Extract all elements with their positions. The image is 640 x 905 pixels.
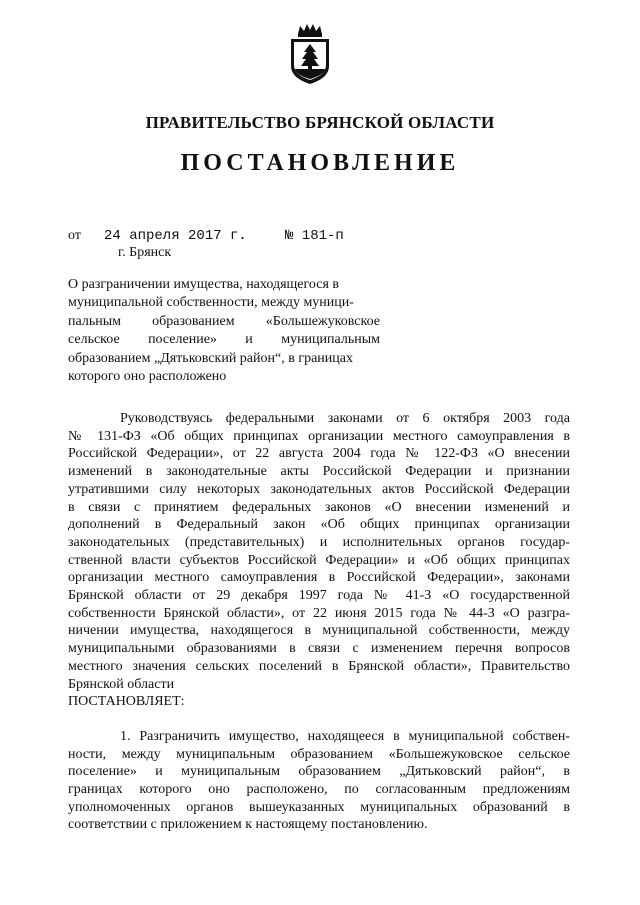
- preamble-line: ственной власти субъектов Российской Федерации» и «Об общих принципах: [68, 552, 570, 568]
- preamble-line: Брянской области: [68, 676, 175, 692]
- item-1-line: поселение» и муниципальным образованием „Дятьковский район“, в: [68, 764, 570, 780]
- document-subject: [68, 276, 380, 386]
- item-1-line: соответствии с приложением к настоящему постановлению.: [68, 817, 428, 833]
- document-date: 24 апреля 2017 г.: [104, 228, 247, 244]
- preamble-line: Руководствуясь федеральными законами от 6 октября 2003 года: [120, 411, 570, 426]
- preamble-line: муниципальными образованиями в связи с изменением перечня вопросов: [68, 641, 570, 657]
- subject-line: образованием „Дятьковский район“, в границах: [68, 350, 353, 366]
- preamble-line: изменений в законодательные акты Российской Федерации и признании: [68, 464, 570, 480]
- subject-line: сельское поселение» и муниципальным: [68, 332, 380, 348]
- preamble-line: собственности Брянской области», от 22 июня 2015 года № 44-З «О разгра-: [68, 605, 570, 621]
- preamble-line: местного значения сельских поселений в Брянской области», Правительство: [68, 658, 570, 674]
- paragraph-gap: [68, 711, 570, 728]
- document-type-heading: ПОСТАНОВЛЕНИЕ: [180, 150, 460, 176]
- preamble-line: организации местного самоуправления в Российской Федерации», законами: [68, 570, 570, 586]
- document-number: № 181-п: [285, 228, 344, 244]
- item-1-line: границах которого оно расположено, по согласованным предложениям: [68, 782, 570, 798]
- preamble-line: ничении имущества, находящегося в муниципальной собственности, между: [68, 623, 570, 639]
- date-prefix: от: [68, 228, 81, 243]
- organization-title: ПРАВИТЕЛЬСТВО БРЯНСКОЙ ОБЛАСТИ: [145, 113, 495, 132]
- document-body: [68, 410, 570, 834]
- subject-line: которого оно расположено: [68, 369, 227, 385]
- preamble-line: Брянской области от 29 декабря 1997 года № 41-З «О государственной: [68, 588, 570, 604]
- item-1-line: ности, между муниципальным образованием «Большежуковское сельское: [68, 746, 570, 762]
- resolves-heading: ПОСТАНОВЛЯЕТ:: [68, 694, 185, 710]
- preamble-line: Российской Федерации», от 22 августа 2004 года № 122-ФЗ «О внесении: [68, 446, 570, 462]
- item-1-line: уполномоченных органов вышеуказанных муниципальных образований в: [68, 799, 570, 815]
- preamble-line: утратившими силу некоторых законодательных актов Российской Федерации: [68, 481, 570, 497]
- subject-line: О разграничении имущества, находящегося в: [68, 277, 340, 292]
- preamble-line: в связи с принятием федеральных законов «О внесении изменений и: [68, 499, 570, 515]
- subject-line: муниципальной собственности, между муници-: [68, 295, 354, 311]
- preamble-line: законодательных (представительных) и исполнительных органов государ-: [68, 534, 570, 550]
- bryansk-coat-of-arms-icon: [286, 22, 334, 86]
- item-1-line: 1. Разграничить имущество, находящееся в муниципальной собствен-: [120, 728, 570, 744]
- preamble-line: № 131-ФЗ «Об общих принципах организации местного самоуправления в: [68, 428, 570, 444]
- preamble-line: дополнений в Федеральный закон «Об общих принципах организации: [68, 517, 570, 533]
- subject-line: пальным образованием «Большежуковское: [68, 313, 380, 329]
- document-city: г. Брянск: [118, 245, 172, 260]
